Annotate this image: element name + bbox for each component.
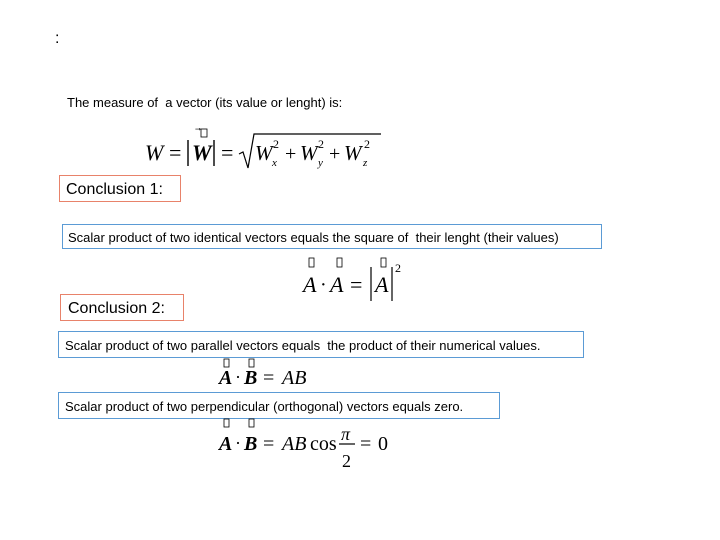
identical-vectors-statement: Scalar product of two identical vectors equals the square of their lenght (their values) <box>62 224 602 249</box>
formula-dot: · <box>320 274 327 296</box>
formula-pi: π <box>341 424 351 444</box>
formula-a2: A <box>330 272 344 297</box>
formula-plus2: + <box>329 143 341 165</box>
perpendicular-vectors-formula <box>215 418 395 473</box>
formula-x-sub: x <box>272 157 277 169</box>
formula-ab: AB <box>282 367 307 389</box>
formula-plus: + <box>285 143 297 165</box>
vector-arrow-icon <box>224 359 229 367</box>
formula-sq: 2 <box>273 137 279 151</box>
magnitude-formula <box>145 128 385 176</box>
conclusion-2-box: Conclusion 2: <box>60 294 184 321</box>
perpendicular-vectors-statement: Scalar product of two perpendicular (orthogonal) vectors equals zero. <box>58 392 500 419</box>
vector-arrow-icon <box>249 359 254 367</box>
formula-eq2: = <box>221 140 234 165</box>
formula-eq: = <box>169 140 182 165</box>
vector-arrow-icon <box>249 419 254 427</box>
vector-arrow-icon <box>195 128 201 131</box>
formula-a: A <box>303 272 317 297</box>
formula-z-sub: z <box>363 157 368 169</box>
formula-dot: · <box>235 433 241 453</box>
formula-eq2: = <box>360 433 372 455</box>
vector-arrow-icon <box>309 258 314 267</box>
formula-a: A <box>219 433 233 455</box>
identical-vectors-formula <box>300 255 410 305</box>
formula-b: B <box>244 367 258 389</box>
vector-arrow-icon <box>381 258 386 267</box>
formula-dot: · <box>235 367 241 387</box>
vector-arrow-icon <box>337 258 342 267</box>
formula-w: W <box>145 140 164 165</box>
formula-zero: 0 <box>378 433 388 455</box>
formula-eq: = <box>263 433 275 455</box>
formula-wy: W <box>300 141 318 165</box>
conclusion-1-box: Conclusion 1: <box>59 175 181 202</box>
formula-eq: = <box>350 272 363 297</box>
formula-ab: AB <box>282 433 307 455</box>
formula-eq: = <box>263 367 275 389</box>
vector-arrow-icon <box>224 419 229 427</box>
formula-sq2: 2 <box>318 137 324 151</box>
measure-intro-text: The measure of a vector (its value or lenght) is: <box>67 95 343 110</box>
formula-sq3: 2 <box>364 137 370 151</box>
colon-mark: : <box>55 30 60 47</box>
formula-wx: W <box>255 141 273 165</box>
formula-two: 2 <box>342 451 351 471</box>
formula-cos: cos <box>310 433 337 455</box>
parallel-vectors-formula <box>215 358 325 390</box>
formula-wz: W <box>344 141 362 165</box>
formula-w-bold: W <box>192 140 212 165</box>
parallel-vectors-statement: Scalar product of two parallel vectors equals the product of their numerical values. <box>58 331 584 358</box>
formula-a: A <box>219 367 233 389</box>
formula-b: B <box>244 433 258 455</box>
formula-sq: 2 <box>395 261 401 275</box>
formula-y-sub: y <box>318 157 323 169</box>
formula-a3: A <box>375 272 389 297</box>
